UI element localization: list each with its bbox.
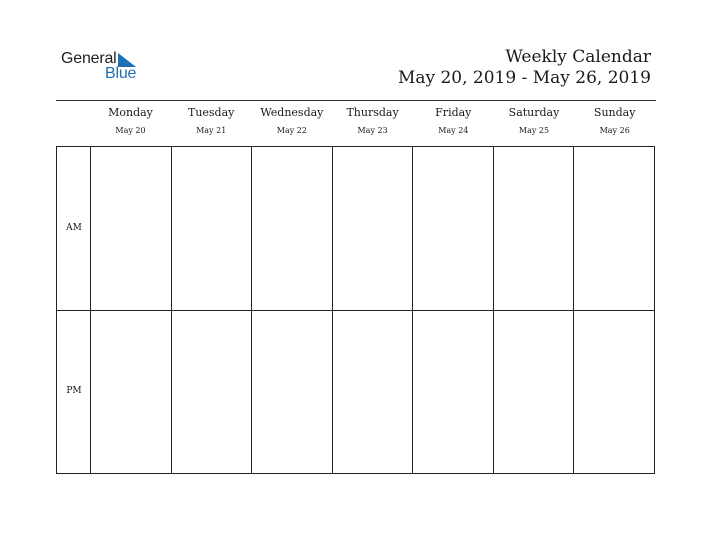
day-date: May 26 bbox=[599, 126, 630, 135]
day-header-sunday bbox=[574, 106, 655, 137]
day-date: May 23 bbox=[357, 126, 388, 135]
calendar-cell-sunday-am[interactable] bbox=[574, 148, 654, 310]
date-range: May 20, 2019 - May 26, 2019 bbox=[397, 68, 651, 88]
calendar-cell-wednesday-pm[interactable] bbox=[252, 311, 332, 473]
generalblue-logo bbox=[61, 50, 151, 86]
calendar-cell-saturday-am[interactable] bbox=[494, 148, 574, 310]
header-divider bbox=[56, 100, 656, 101]
calendar-cell-monday-am[interactable] bbox=[91, 148, 171, 310]
day-date: May 20 bbox=[115, 126, 146, 135]
day-header-monday bbox=[90, 106, 171, 137]
day-name: Thursday bbox=[346, 106, 399, 119]
day-header-wednesday bbox=[251, 106, 332, 137]
calendar-cell-friday-am[interactable] bbox=[413, 148, 493, 310]
page-title: Weekly Calendar bbox=[505, 47, 651, 67]
day-header-friday bbox=[413, 106, 494, 137]
title-block bbox=[398, 47, 651, 89]
day-header-thursday bbox=[332, 106, 413, 137]
day-name: Tuesday bbox=[187, 106, 235, 119]
calendar-grid bbox=[56, 146, 655, 474]
calendar-cell-thursday-pm[interactable] bbox=[333, 311, 413, 473]
calendar-cell-tuesday-am[interactable] bbox=[172, 148, 252, 310]
day-name: Saturday bbox=[508, 106, 560, 119]
day-date: May 21 bbox=[196, 126, 227, 135]
logo-text-general: General bbox=[61, 50, 117, 67]
day-header-tuesday bbox=[171, 106, 252, 137]
calendar-cell-saturday-pm[interactable] bbox=[494, 311, 574, 473]
day-name: Wednesday bbox=[260, 106, 324, 119]
day-header-saturday bbox=[494, 106, 575, 137]
calendar-cell-thursday-am[interactable] bbox=[333, 148, 413, 310]
calendar-cell-monday-pm[interactable] bbox=[91, 311, 171, 473]
calendar-cell-friday-pm[interactable] bbox=[413, 311, 493, 473]
calendar-cell-tuesday-pm[interactable] bbox=[172, 311, 252, 473]
period-label-am: AM bbox=[66, 222, 82, 233]
calendar-cell-wednesday-am[interactable] bbox=[252, 148, 332, 310]
day-name: Sunday bbox=[593, 106, 636, 119]
day-name: Monday bbox=[108, 106, 153, 119]
day-date: May 22 bbox=[276, 126, 307, 135]
day-date: May 24 bbox=[438, 126, 469, 135]
period-label-pm: PM bbox=[66, 385, 82, 396]
calendar-cell-sunday-pm[interactable] bbox=[574, 311, 654, 473]
day-date: May 25 bbox=[518, 126, 550, 135]
logo-text-blue: Blue bbox=[105, 65, 137, 82]
day-name: Friday bbox=[435, 106, 472, 119]
